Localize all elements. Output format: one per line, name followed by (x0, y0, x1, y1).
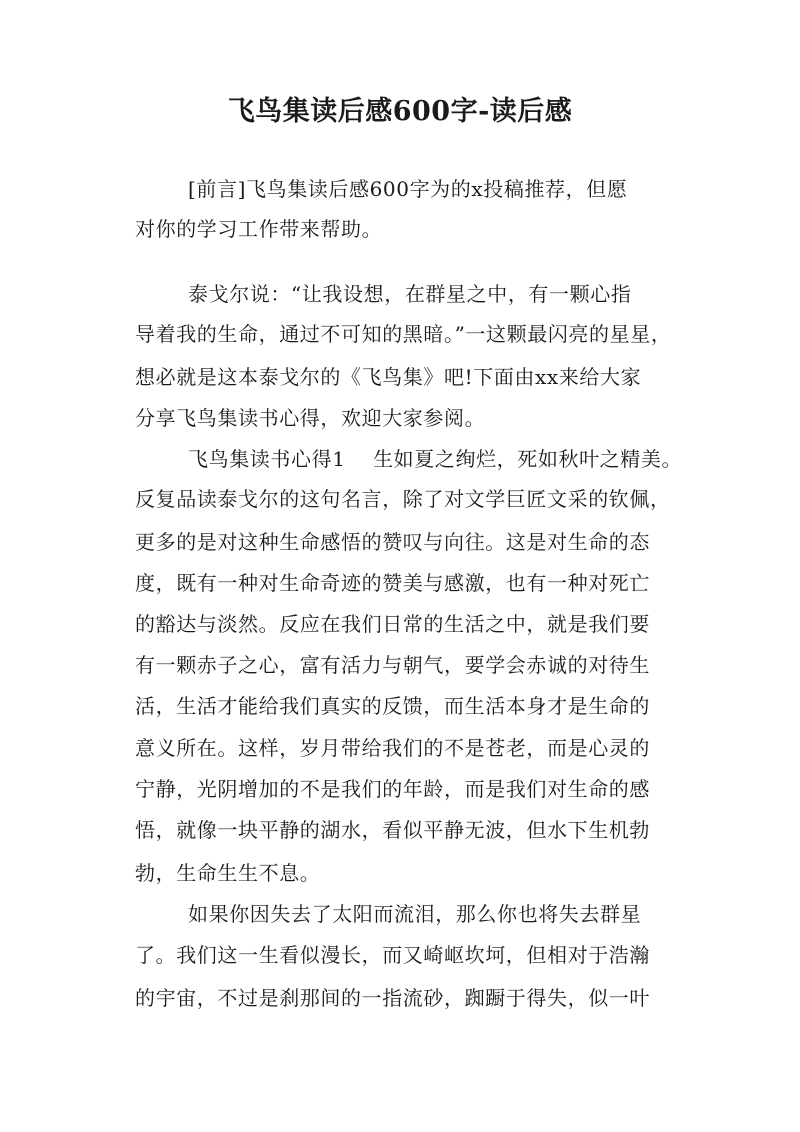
paragraph-line: 有一颗赤子之心，富有活力与朝气，要学会赤诚的对待生 (135, 653, 650, 677)
paragraph-line: 意义所在。这样，岁月带给我们的不是苍老，而是心灵的 (135, 736, 650, 760)
paragraph-line: 如果你因失去了太阳而流泪，那么你也将失去群星 (188, 902, 642, 926)
paragraph-line: 飞鸟集读书心得1 生如夏之绚烂，死如秋叶之精美。 (188, 447, 683, 471)
paragraph-line: 活，生活才能给我们真实的反馈，而生活本身才是生命的 (135, 694, 650, 718)
paragraph-line: 泰戈尔说：“让我设想，在群星之中，有一颗心指 (188, 282, 632, 306)
paragraph-line: 的宇宙，不过是刹那间的一指流砂，踟蹰于得失，似一叶 (135, 986, 650, 1010)
paragraph-line: 的豁达与淡然。反应在我们日常的生活之中，就是我们要 (135, 612, 650, 636)
preface-line-1: [前言]飞鸟集读后感600字为的x投稿推荐，但愿 (188, 177, 628, 201)
paragraph-line: 了。我们这一生看似漫长，而又崎岖坎坷，但相对于浩瀚 (135, 943, 650, 967)
paragraph-line: 悟，就像一块平静的湖水，看似平静无波，但水下生机勃 (135, 818, 650, 842)
paragraph-line: 宁静，光阴增加的不是我们的年龄，而是我们对生命的感 (135, 777, 650, 801)
paragraph-line: 反复品读泰戈尔的这句名言，除了对文学巨匠文采的钦佩， (135, 487, 671, 511)
paragraph-line: 想必就是这本泰戈尔的《飞鸟集》吧!下面由xx来给大家 (135, 365, 642, 389)
paragraph-line: 更多的是对这种生命感悟的赞叹与向往。这是对生命的态 (135, 530, 650, 554)
paragraph-line: 导着我的生命，通过不可知的黑暗。”一这颗最闪亮的星星， (135, 322, 672, 346)
paragraph-line: 勃，生命生生不息。 (135, 861, 321, 885)
paragraph-line: 分享飞鸟集读书心得，欢迎大家参阅。 (135, 406, 486, 430)
paragraph-line: 度，既有一种对生命奇迹的赞美与感激，也有一种对死亡 (135, 571, 650, 595)
preface-line-2: 对你的学习工作带来帮助。 (135, 217, 383, 241)
document-title: 飞鸟集读后感600字-读后感 (227, 96, 573, 127)
